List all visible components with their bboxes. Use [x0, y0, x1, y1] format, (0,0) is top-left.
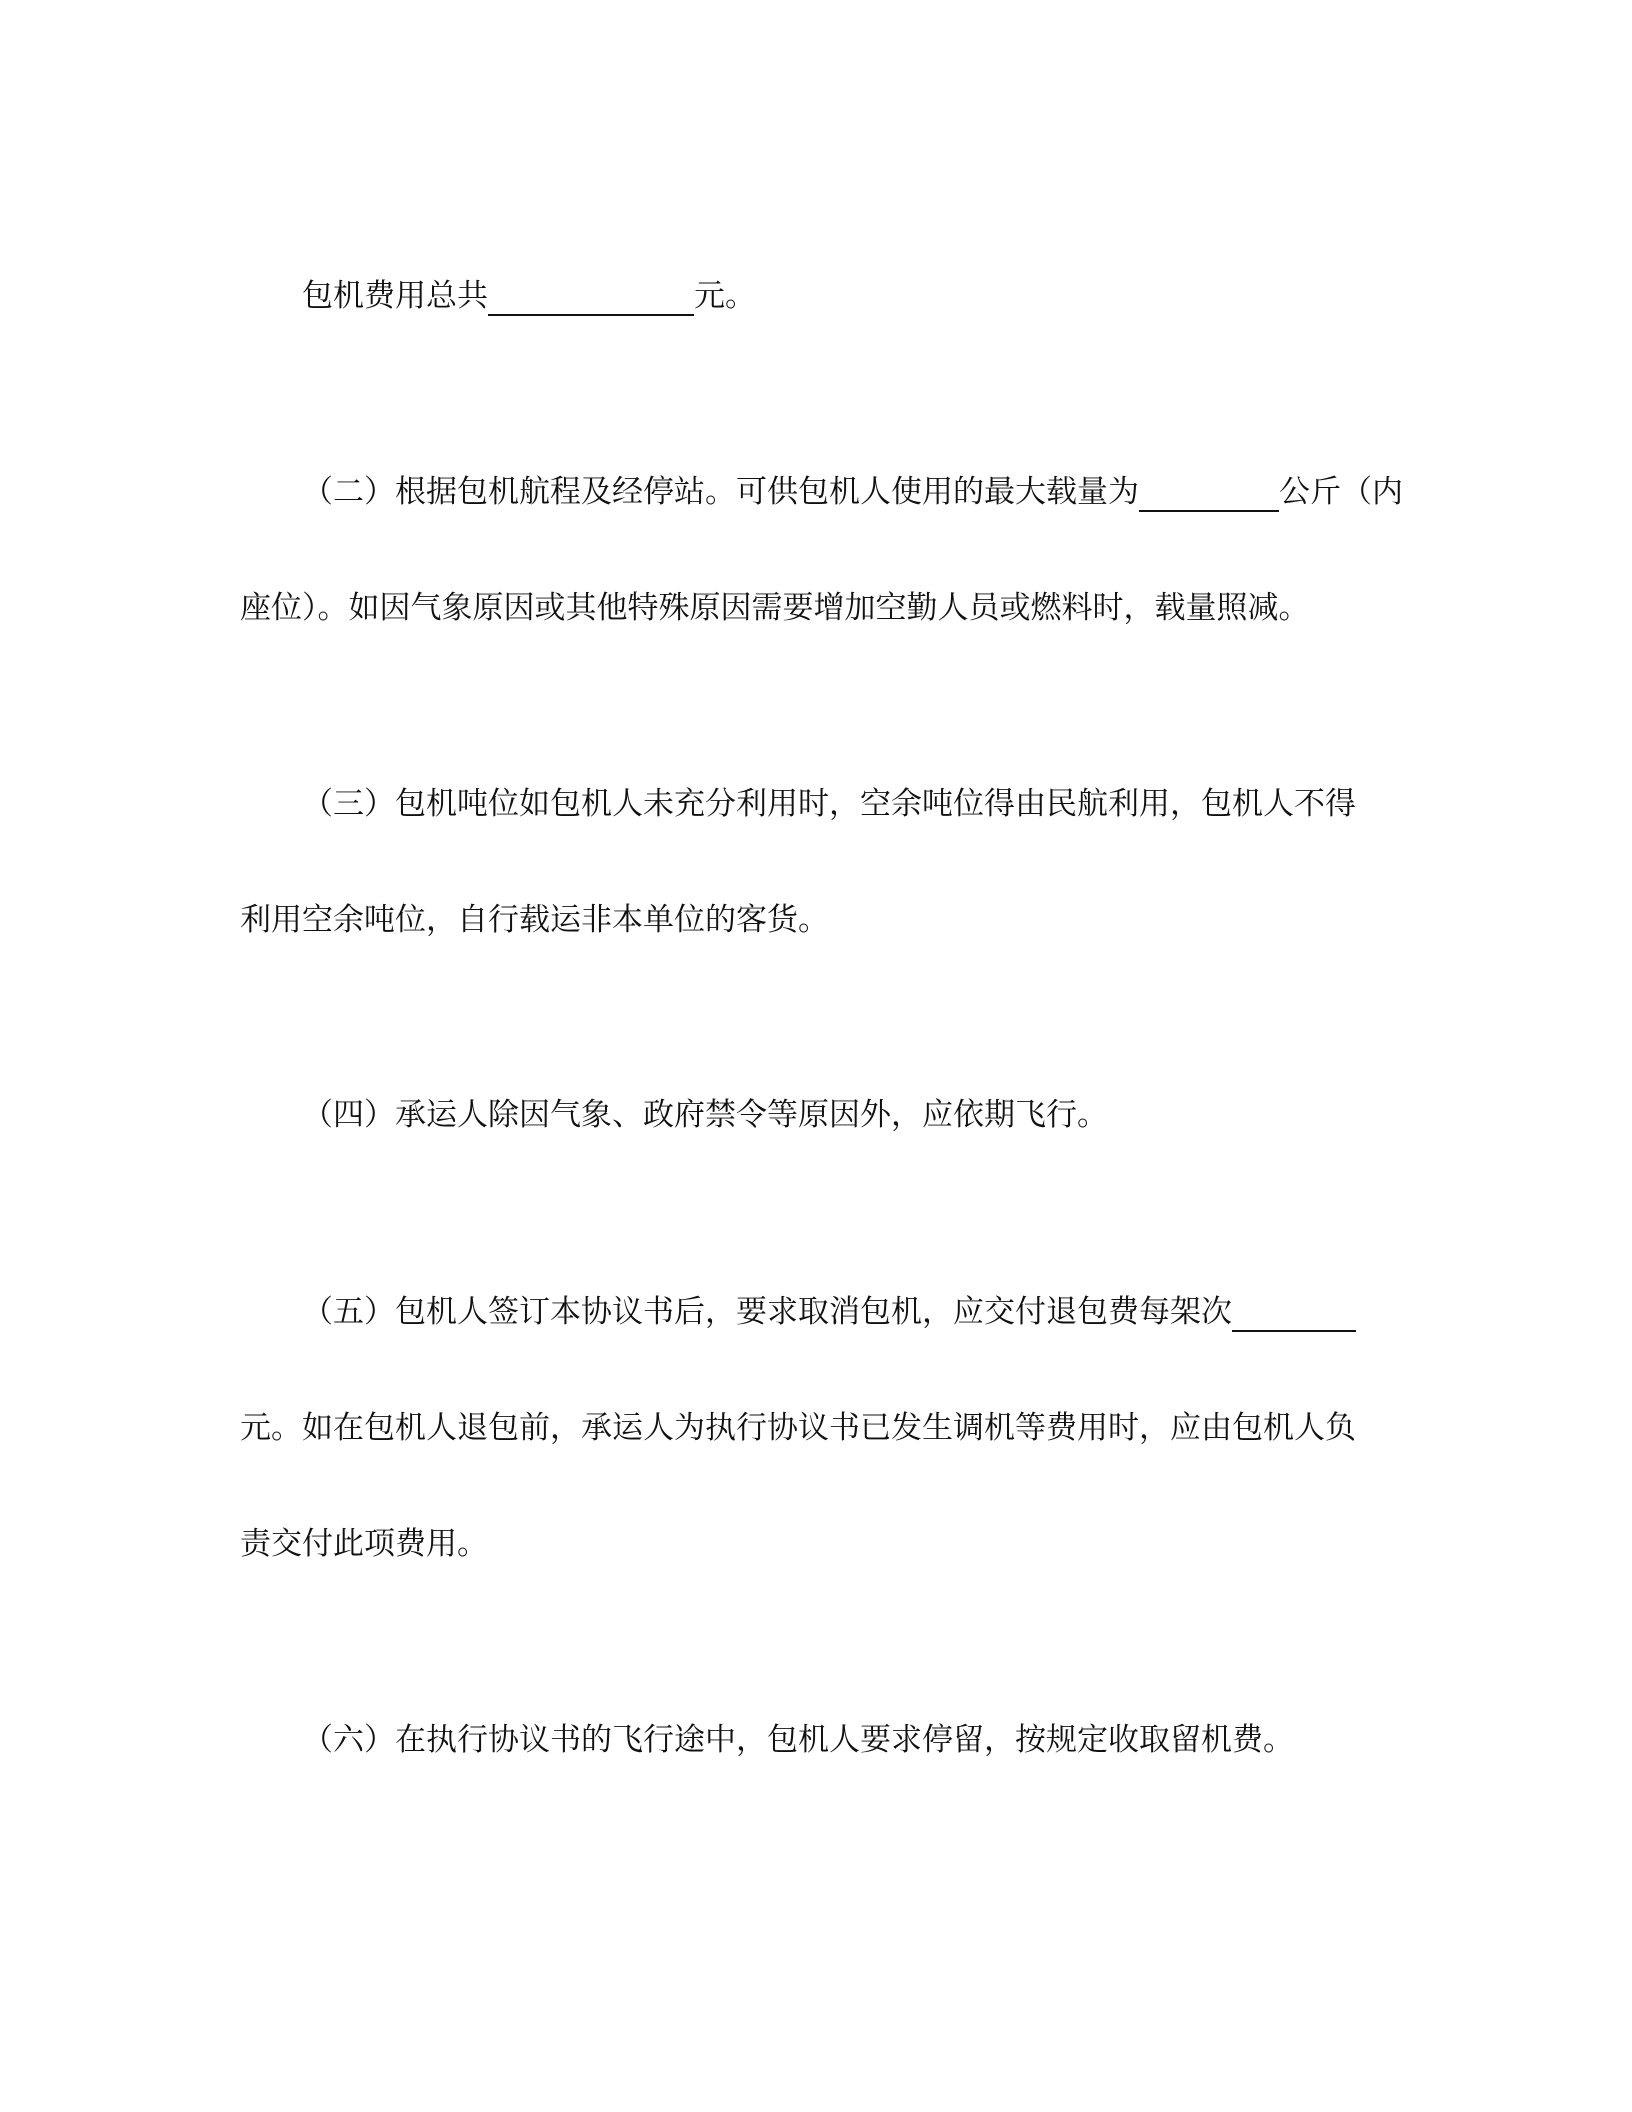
clause-5-line-1: [302, 1292, 1380, 1332]
total-fee-unit: 元。: [694, 278, 756, 314]
clause-5-text-before: （五）包机人签订本协议书后，要求取消包机，应交付退包费每架次: [302, 1294, 1232, 1330]
clause-2-text-before: （二）根据包机航程及经停站。可供包机人使用的最大载量为: [302, 474, 1139, 510]
clause-3-line-1: （三）包机吨位如包机人未充分利用时，空余吨位得由民航利用，包机人不得: [302, 786, 1356, 822]
clause-5-line-3: 责交付此项费用。: [240, 1526, 488, 1562]
clause-3-line-2: 利用空余吨位，自行载运非本单位的客货。: [240, 902, 829, 938]
clause-2-text-after: 公斤（内: [1279, 474, 1403, 510]
max-load-blank[interactable]: [1139, 476, 1279, 512]
clause-2-line-1: [302, 472, 1403, 512]
cancellation-fee-blank[interactable]: [1232, 1296, 1356, 1332]
total-fee-label: 包机费用总共: [302, 278, 488, 314]
clause-6-line-1: （六）在执行协议书的飞行途中，包机人要求停留，按规定收取留机费。: [302, 1722, 1294, 1758]
total-charter-fee-line: [302, 276, 1442, 316]
clause-4-line-1: （四）承运人除因气象、政府禁令等原因外，应依期飞行。: [302, 1097, 1108, 1133]
clause-5-line-2: 元。如在包机人退包前，承运人为执行协议书已发生调机等费用时，应由包机人负: [240, 1410, 1356, 1446]
total-fee-blank[interactable]: [488, 280, 694, 316]
clause-2-line-2: 座位）。如因气象原因或其他特殊原因需要增加空勤人员或燃料时，载量照减。: [240, 590, 1310, 626]
